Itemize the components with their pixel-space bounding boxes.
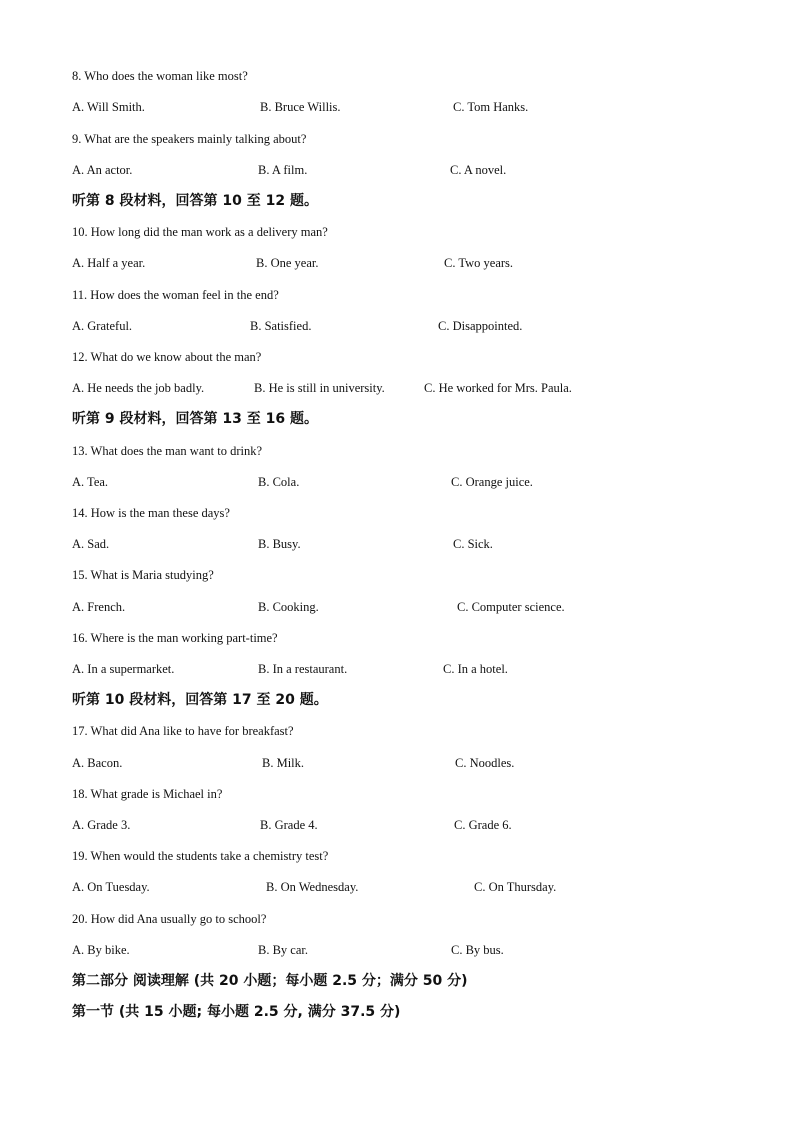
- option-b: B. Grade 4.: [260, 818, 318, 832]
- option-c: C. Orange juice.: [451, 475, 533, 489]
- question-text: 12. What do we know about the man?: [72, 350, 262, 364]
- option-a: A. Will Smith.: [72, 100, 145, 114]
- option-a: A. On Tuesday.: [72, 880, 150, 894]
- option-c: C. Noodles.: [455, 756, 515, 770]
- section-heading-9: 听第 9 段材料，回答第 13 至 16 题。: [72, 411, 318, 427]
- option-b: B. Cola.: [258, 475, 300, 489]
- option-c: C. On Thursday.: [474, 880, 557, 894]
- option-a: A. By bike.: [72, 943, 130, 957]
- option-b: B. Satisfied.: [250, 319, 312, 333]
- option-a: A. Sad.: [72, 537, 110, 551]
- option-c: C. Disappointed.: [438, 319, 523, 333]
- option-b: B. In a restaurant.: [258, 662, 348, 676]
- option-a: A. French.: [72, 600, 126, 614]
- question-text: 17. What did Ana like to have for breakfast?: [72, 724, 294, 738]
- section-heading-10: 听第 10 段材料，回答第 17 至 20 题。: [72, 692, 328, 708]
- option-c: C. In a hotel.: [443, 662, 508, 676]
- option-a: A. He needs the job badly.: [72, 381, 205, 395]
- option-a: A. Half a year.: [72, 256, 146, 270]
- option-b: B. Busy.: [258, 537, 301, 551]
- option-b: B. Cooking.: [258, 600, 319, 614]
- option-b: B. One year.: [256, 256, 319, 270]
- option-b: B. A film.: [258, 163, 308, 177]
- section-heading-8: 听第 8 段材料，回答第 10 至 12 题。: [72, 193, 318, 209]
- option-b: B. He is still in university.: [254, 381, 385, 395]
- option-a: A. Grade 3.: [72, 818, 131, 832]
- option-c: C. By bus.: [451, 943, 504, 957]
- part-two-heading: 第二部分 阅读理解 (共 20 小题；每小题 2.5 分；满分 50 分): [72, 973, 468, 989]
- question-text: 20. How did Ana usually go to school?: [72, 912, 267, 926]
- option-a: A. In a supermarket.: [72, 662, 175, 676]
- option-c: C. Tom Hanks.: [453, 100, 529, 114]
- question-text: 11. How does the woman feel in the end?: [72, 288, 279, 302]
- option-b: B. Milk.: [262, 756, 305, 770]
- option-b: B. By car.: [258, 943, 308, 957]
- question-text: 16. Where is the man working part-time?: [72, 631, 278, 645]
- option-b: B. On Wednesday.: [266, 880, 359, 894]
- option-c: C. Sick.: [453, 537, 493, 551]
- option-a: A. Bacon.: [72, 756, 123, 770]
- section-one-heading: 第一节 (共 15 小题; 每小题 2.5 分, 满分 37.5 分): [72, 1004, 401, 1020]
- option-c: C. He worked for Mrs. Paula.: [424, 381, 572, 395]
- question-text: 15. What is Maria studying?: [72, 568, 214, 582]
- option-c: C. Grade 6.: [454, 818, 512, 832]
- option-c: C. A novel.: [450, 163, 507, 177]
- option-c: C. Two years.: [444, 256, 514, 270]
- option-a: A. Tea.: [72, 475, 109, 489]
- question-text: 14. How is the man these days?: [72, 506, 230, 520]
- question-text: 19. When would the students take a chemistry test?: [72, 849, 329, 863]
- question-text: 8. Who does the woman like most?: [72, 69, 248, 83]
- question-text: 13. What does the man want to drink?: [72, 444, 263, 458]
- question-text: 10. How long did the man work as a delivery man?: [72, 225, 328, 239]
- question-text: 9. What are the speakers mainly talking about?: [72, 132, 307, 146]
- option-a: A. An actor.: [72, 163, 133, 177]
- option-a: A. Grateful.: [72, 319, 133, 333]
- option-b: B. Bruce Willis.: [260, 100, 341, 114]
- option-c: C. Computer science.: [457, 600, 565, 614]
- question-text: 18. What grade is Michael in?: [72, 787, 223, 801]
